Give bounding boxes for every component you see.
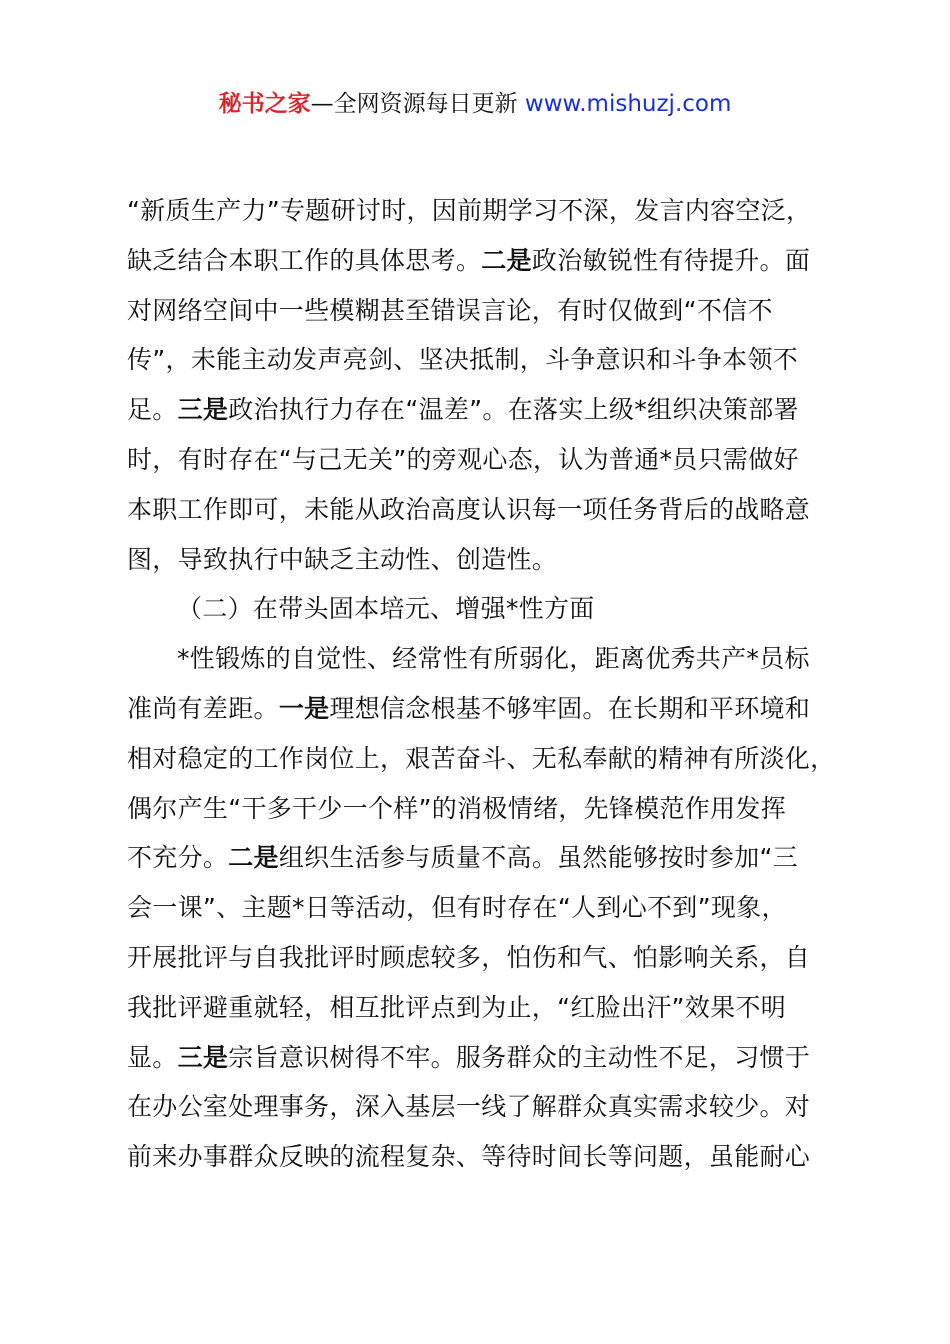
emphasis-label: 三是 [177, 1042, 229, 1072]
emphasis-label: 二是 [481, 245, 532, 275]
text-line: 图，导致执行中缺乏主动性、创造性。 [127, 544, 558, 574]
text-line: 准尚有差距。一是理想信念根基不够牢固。在长期和平环境和 [127, 693, 811, 723]
text-line: 本职工作即可，未能从政治高度认识每一项任务背后的战略意 [127, 494, 811, 524]
section-heading: （二）在带头固本培元、增强*性方面 [177, 594, 595, 624]
text-line: 会一课”、主题*日等活动，但有时存在“人到心不到”现象， [127, 893, 787, 923]
text-line: 在办公室处理事务，深入基层一线了解群众真实需求较少。对 [127, 1092, 811, 1122]
emphasis-label: 一是 [278, 693, 330, 723]
text-line: 前来办事群众反映的流程复杂、等待时间长等问题，虽能耐心 [127, 1142, 811, 1172]
text-line: 相对稳定的工作岗位上，艰苦奋斗、无私奉献的精神有所淡化， [127, 743, 836, 773]
site-url-link[interactable]: www.mishuzj.com [524, 91, 732, 117]
header-tagline: —全网资源每日更新 [310, 91, 525, 117]
text-line: 对网络空间中一些模糊甚至错误言论，有时仅做到“不信不 [127, 295, 773, 325]
emphasis-label: 三是 [177, 395, 229, 425]
text-line: 传”，未能主动发声亮剑、坚决抵制，斗争意识和斗争本领不 [127, 345, 799, 375]
site-header [0, 86, 950, 122]
brand-name: 秘书之家 [218, 91, 311, 117]
text-line: *性锻炼的自觉性、经常性有所弱化，距离优秀共产*员标 [177, 644, 810, 674]
text-line: 不充分。二是组织生活参与质量不高。虽然能够按时参加“三 [127, 843, 799, 873]
text-line: “新质生产力”专题研讨时，因前期学习不深，发言内容空泛， [127, 196, 812, 225]
text-line: 偶尔产生“干多干少一个样”的消极情绪，先锋模范作用发挥 [127, 793, 787, 823]
text-line: 时，有时存在“与己无关”的旁观心态，认为普通*员只需做好 [127, 444, 799, 474]
text-line: 足。三是政治执行力存在“温差”。在落实上级*组织决策部署 [127, 395, 799, 425]
text-line: 显。三是宗旨意识树得不牢。服务群众的主动性不足，习惯于 [127, 1042, 811, 1072]
text-line: 缺乏结合本职工作的具体思考。二是政治敏锐性有待提升。面 [127, 245, 811, 275]
text-line: 开展批评与自我批评时顾虑较多，怕伤和气、怕影响关系，自 [127, 942, 811, 972]
text-line: 我批评避重就轻，相互批评点到为止，“红脸出汗”效果不明 [127, 992, 787, 1022]
emphasis-label: 二是 [228, 843, 279, 873]
document-body [127, 186, 861, 1182]
